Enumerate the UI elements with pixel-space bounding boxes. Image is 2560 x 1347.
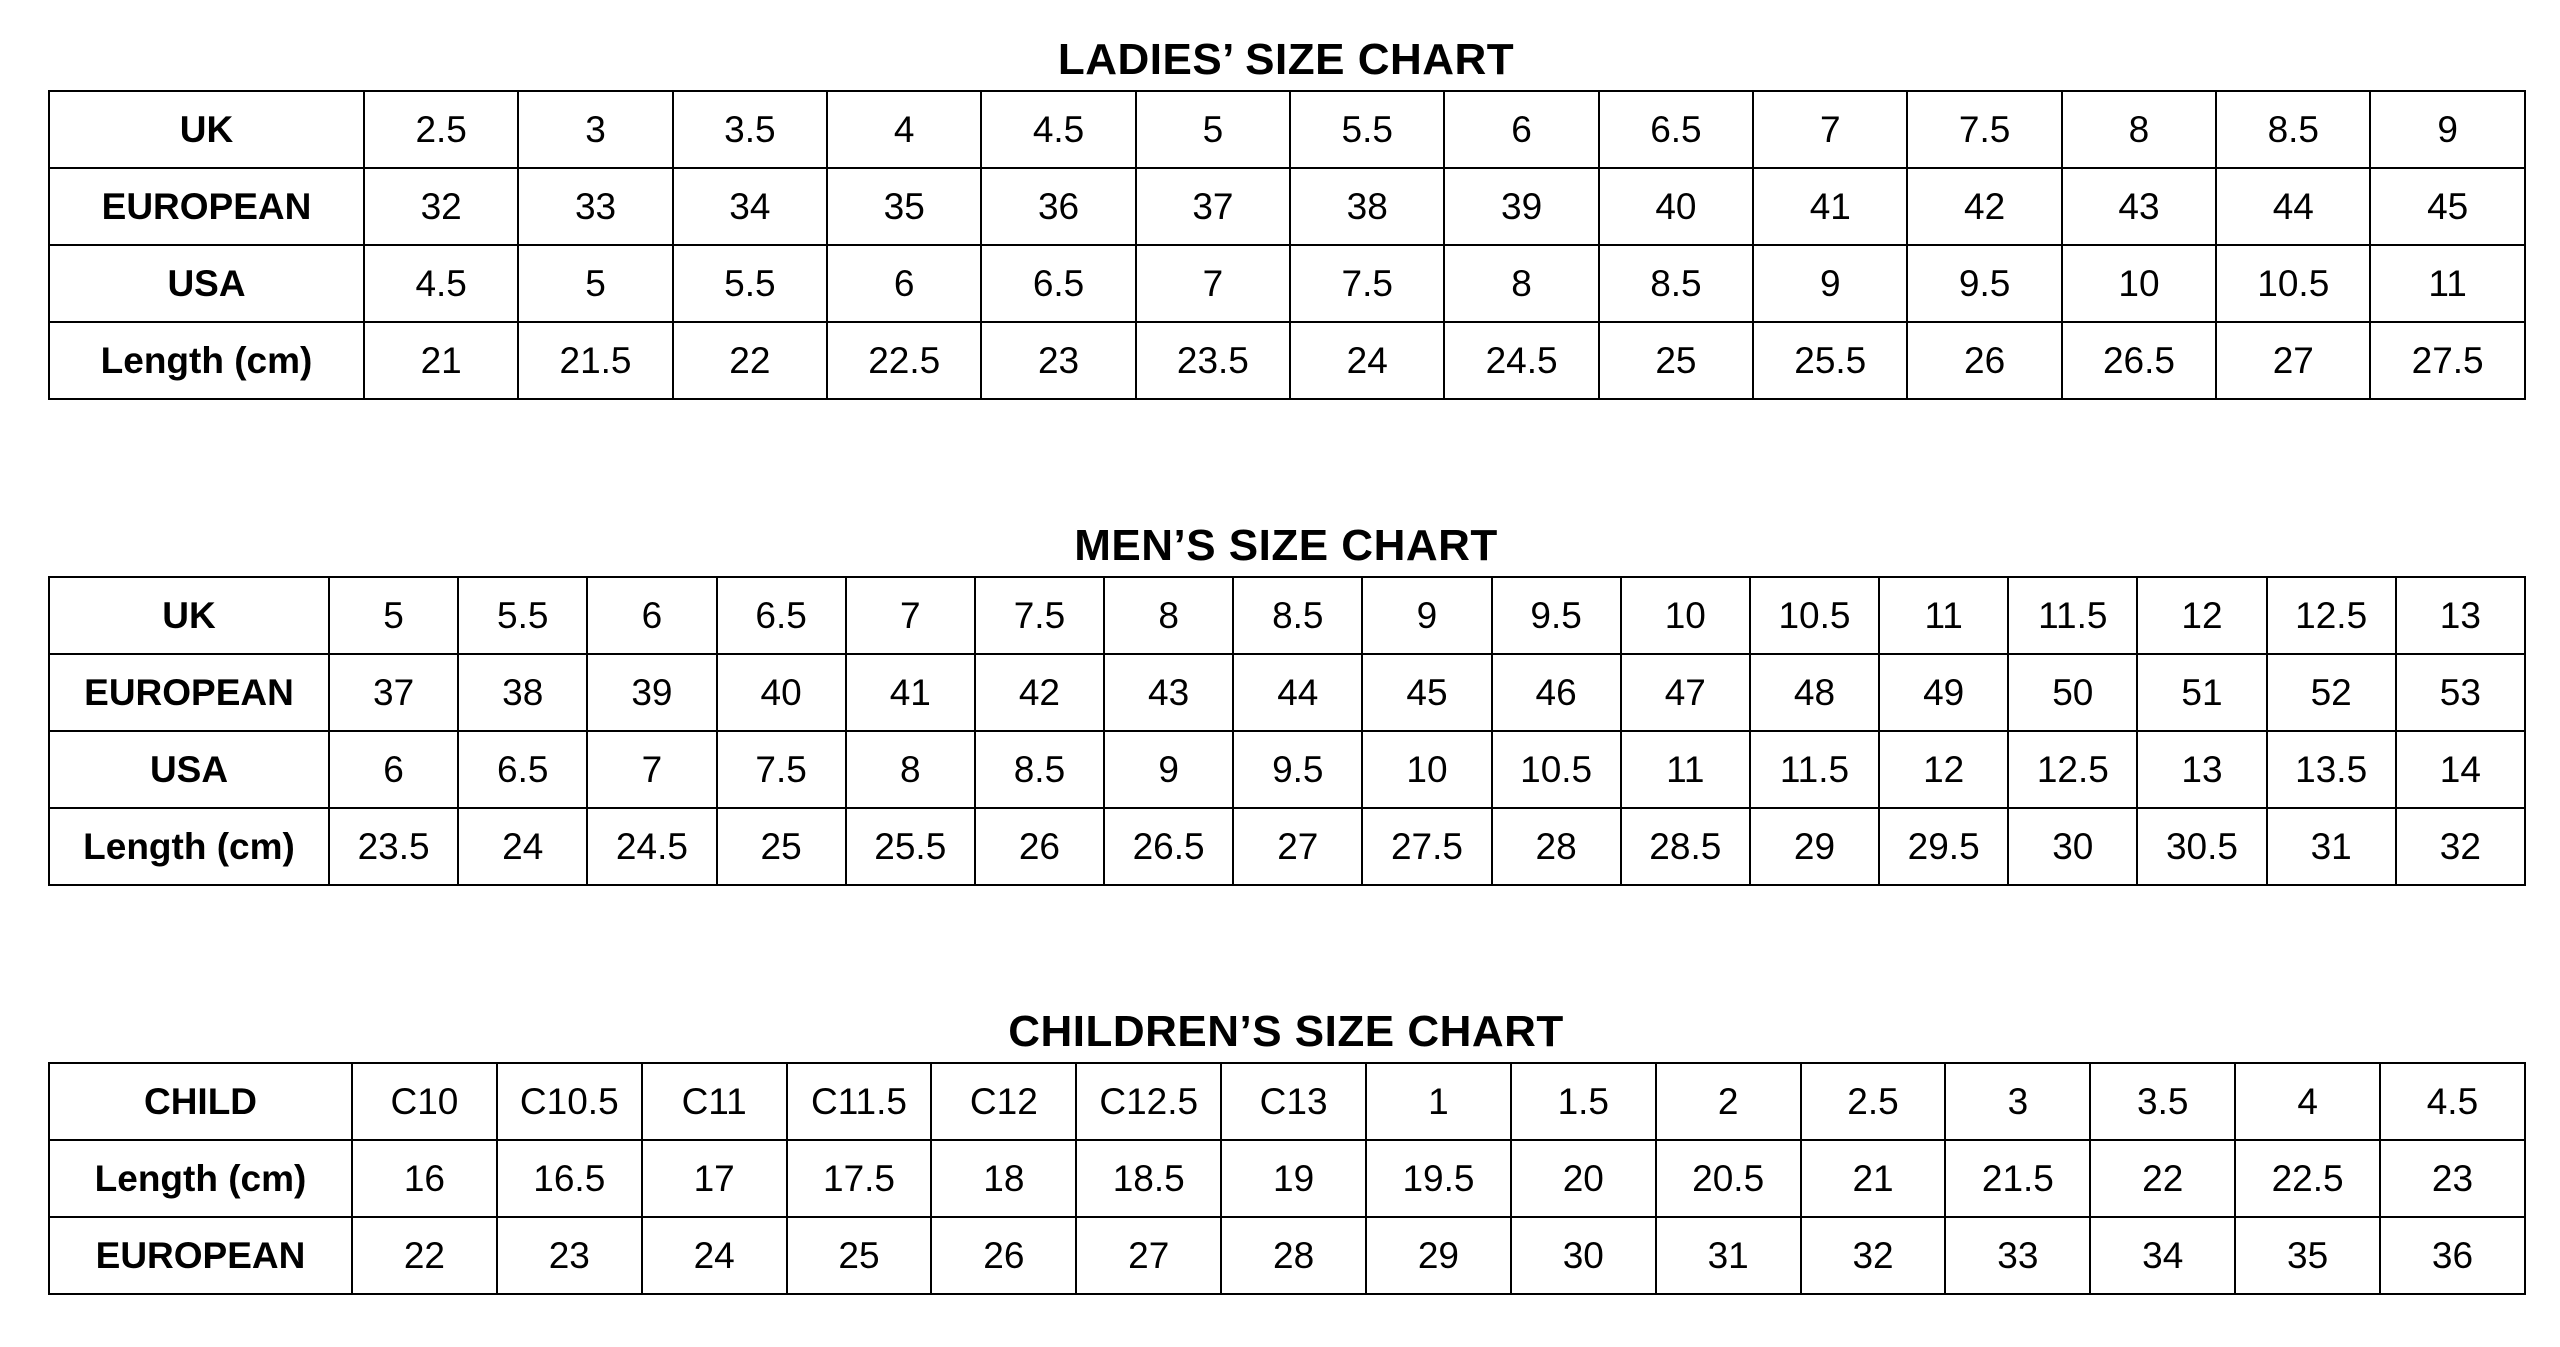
table-cell: 3.5 [673,91,827,168]
table-cell: 2.5 [1801,1063,1946,1140]
table-cell: 29 [1366,1217,1511,1294]
table-cell: 9 [1362,577,1491,654]
table-cell: 47 [1621,654,1750,731]
table-cell: 6 [1444,91,1598,168]
table-cell: 22 [352,1217,497,1294]
table-cell: 21.5 [1945,1140,2090,1217]
table-cell: 17 [642,1140,787,1217]
table-cell: 19.5 [1366,1140,1511,1217]
table-cell: 36 [981,168,1135,245]
table-cell: 31 [1656,1217,1801,1294]
table-cell: 27 [1076,1217,1221,1294]
table-cell: 36 [2380,1217,2525,1294]
table-cell: 2 [1656,1063,1801,1140]
table-cell: 32 [2396,808,2525,885]
table-cell: 7.5 [975,577,1104,654]
table-cell: 21.5 [518,322,672,399]
table-cell: 23 [981,322,1135,399]
table-cell: 4.5 [981,91,1135,168]
table-cell: 30 [1511,1217,1656,1294]
row-label: Length (cm) [49,808,329,885]
table-row [49,1140,2525,1217]
table-cell: 4.5 [2380,1063,2525,1140]
table-cell: 23.5 [1136,322,1290,399]
table-row [49,1063,2525,1140]
table-cell: 28 [1221,1217,1366,1294]
table-cell: 18.5 [1076,1140,1221,1217]
table-cell: 11 [2370,245,2524,322]
table-cell: 3 [1945,1063,2090,1140]
table-cell: 27 [2216,322,2370,399]
table-cell: 27.5 [1362,808,1491,885]
table-cell: 9 [1753,245,1907,322]
table-cell: 32 [364,168,518,245]
table-cell: 42 [1907,168,2061,245]
table-cell: 22 [2090,1140,2235,1217]
table-cell: 34 [673,168,827,245]
table-cell: 6.5 [1599,91,1753,168]
table-cell: 10 [1362,731,1491,808]
table-cell: 48 [1750,654,1879,731]
table-cell: 26 [1907,322,2061,399]
table-cell: 25 [1599,322,1753,399]
table-cell: 5.5 [458,577,587,654]
table-cell: 9 [2370,91,2524,168]
table-cell: 7 [587,731,716,808]
table-cell: 11.5 [2008,577,2137,654]
table-cell: 20.5 [1656,1140,1801,1217]
table-cell: 10.5 [1492,731,1621,808]
table-cell: 10.5 [1750,577,1879,654]
table-cell: 39 [587,654,716,731]
table-cell: 1 [1366,1063,1511,1140]
table-cell: 8 [1104,577,1233,654]
table-cell: 6 [587,577,716,654]
row-label: USA [49,245,364,322]
table-cell: C10.5 [497,1063,642,1140]
table-cell: 12 [1879,731,2008,808]
table-cell: 10 [1621,577,1750,654]
table-cell: 53 [2396,654,2525,731]
table-cell: 30.5 [2137,808,2266,885]
table-cell: 21 [364,322,518,399]
table-cell: 31 [2267,808,2396,885]
table-cell: 10.5 [2216,245,2370,322]
row-label: Length (cm) [49,322,364,399]
childrens-chart-title: CHILDREN’S SIZE CHART [1008,1007,1564,1056]
table-cell: 30 [2008,808,2137,885]
table-cell: 38 [1290,168,1444,245]
row-label: EUROPEAN [49,1217,352,1294]
mens-size-table [48,576,2526,886]
table-cell: 11.5 [1750,731,1879,808]
table-cell: 43 [2062,168,2216,245]
table-cell: 8 [2062,91,2216,168]
table-cell: 3.5 [2090,1063,2235,1140]
table-cell: 24.5 [1444,322,1598,399]
table-cell: 7.5 [1907,91,2061,168]
table-cell: 35 [827,168,981,245]
table-cell: 11 [1621,731,1750,808]
table-cell: 24 [642,1217,787,1294]
table-cell: 27.5 [2370,322,2524,399]
table-cell: C12.5 [1076,1063,1221,1140]
table-cell: C11.5 [787,1063,932,1140]
table-cell: 8.5 [975,731,1104,808]
table-cell: 22.5 [2235,1140,2380,1217]
table-cell: 41 [846,654,975,731]
table-cell: 12 [2137,577,2266,654]
table-cell: 8.5 [1599,245,1753,322]
table-cell: 39 [1444,168,1598,245]
table-cell: 5 [518,245,672,322]
table-cell: 7 [1136,245,1290,322]
table-row [49,1217,2525,1294]
row-label: EUROPEAN [49,654,329,731]
table-cell: 16.5 [497,1140,642,1217]
table-cell: 12.5 [2267,577,2396,654]
ladies-size-table [48,90,2526,400]
table-cell: 26.5 [1104,808,1233,885]
table-cell: 21 [1801,1140,1946,1217]
table-cell: 9.5 [1907,245,2061,322]
table-cell: 46 [1492,654,1621,731]
table-cell: 22 [673,322,827,399]
table-cell: 26 [975,808,1104,885]
table-cell: 17.5 [787,1140,932,1217]
table-cell: 8.5 [1233,577,1362,654]
table-cell: 10 [2062,245,2216,322]
table-cell: 38 [458,654,587,731]
table-cell: 6 [827,245,981,322]
table-cell: 25.5 [846,808,975,885]
table-row [49,322,2525,399]
table-cell: C13 [1221,1063,1366,1140]
table-cell: 25 [717,808,846,885]
table-cell: 23 [2380,1140,2525,1217]
table-cell: 12.5 [2008,731,2137,808]
table-cell: 44 [2216,168,2370,245]
table-cell: 18 [931,1140,1076,1217]
table-cell: 8 [1444,245,1598,322]
table-cell: 27 [1233,808,1362,885]
table-cell: 37 [329,654,458,731]
table-cell: 28.5 [1621,808,1750,885]
ladies-size-chart [48,30,2524,400]
table-cell: 42 [975,654,1104,731]
table-row [49,577,2525,654]
table-cell: 2.5 [364,91,518,168]
table-cell: 29 [1750,808,1879,885]
table-cell: 33 [518,168,672,245]
table-row [49,654,2525,731]
table-cell: 1.5 [1511,1063,1656,1140]
table-cell: 8.5 [2216,91,2370,168]
table-cell: 6.5 [717,577,846,654]
table-cell: 24 [1290,322,1444,399]
table-cell: 7.5 [1290,245,1444,322]
mens-size-chart [48,516,2524,886]
table-cell: 19 [1221,1140,1366,1217]
table-cell: 25 [787,1217,932,1294]
table-cell: 52 [2267,654,2396,731]
table-cell: C10 [352,1063,497,1140]
table-cell: 33 [1945,1217,2090,1294]
row-label: USA [49,731,329,808]
table-cell: 43 [1104,654,1233,731]
table-cell: 6.5 [458,731,587,808]
table-cell: 25.5 [1753,322,1907,399]
ladies-chart-title: LADIES’ SIZE CHART [1057,35,1515,84]
table-cell: 44 [1233,654,1362,731]
table-cell: 37 [1136,168,1290,245]
table-cell: 40 [1599,168,1753,245]
table-row [49,168,2525,245]
row-label: UK [49,91,364,168]
table-cell: 13 [2396,577,2525,654]
row-label: UK [49,577,329,654]
table-cell: 5 [1136,91,1290,168]
table-cell: 51 [2137,654,2266,731]
table-cell: 5.5 [1290,91,1444,168]
table-cell: 32 [1801,1217,1946,1294]
table-cell: 23.5 [329,808,458,885]
row-label: EUROPEAN [49,168,364,245]
table-cell: 26.5 [2062,322,2216,399]
table-cell: 20 [1511,1140,1656,1217]
table-row [49,731,2525,808]
table-cell: C12 [931,1063,1076,1140]
table-cell: 26 [931,1217,1076,1294]
table-cell: 35 [2235,1217,2380,1294]
table-cell: 22.5 [827,322,981,399]
table-cell: 7 [846,577,975,654]
row-label: Length (cm) [49,1140,352,1217]
table-cell: 45 [1362,654,1491,731]
table-row [49,808,2525,885]
table-cell: 40 [717,654,846,731]
childrens-size-table [48,1062,2526,1295]
table-cell: 14 [2396,731,2525,808]
table-cell: 28 [1492,808,1621,885]
table-cell: 4 [827,91,981,168]
table-cell: 50 [2008,654,2137,731]
table-cell: 13 [2137,731,2266,808]
table-cell: 6.5 [981,245,1135,322]
table-cell: 9.5 [1492,577,1621,654]
table-cell: 41 [1753,168,1907,245]
table-cell: 7.5 [717,731,846,808]
table-cell: 4 [2235,1063,2380,1140]
table-cell: 5.5 [673,245,827,322]
table-cell: 29.5 [1879,808,2008,885]
table-cell: 11 [1879,577,2008,654]
childrens-size-chart [48,1002,2524,1295]
table-cell: 45 [2370,168,2524,245]
table-cell: 49 [1879,654,2008,731]
row-label: CHILD [49,1063,352,1140]
table-row [49,91,2525,168]
table-cell: 7 [1753,91,1907,168]
table-cell: 8 [846,731,975,808]
table-cell: C11 [642,1063,787,1140]
mens-chart-title: MEN’S SIZE CHART [1074,521,1498,570]
table-cell: 9 [1104,731,1233,808]
table-cell: 13.5 [2267,731,2396,808]
table-cell: 16 [352,1140,497,1217]
table-cell: 9.5 [1233,731,1362,808]
table-cell: 6 [329,731,458,808]
table-cell: 24 [458,808,587,885]
table-cell: 5 [329,577,458,654]
table-cell: 24.5 [587,808,716,885]
table-cell: 23 [497,1217,642,1294]
table-cell: 3 [518,91,672,168]
table-cell: 34 [2090,1217,2235,1294]
table-cell: 4.5 [364,245,518,322]
table-row [49,245,2525,322]
